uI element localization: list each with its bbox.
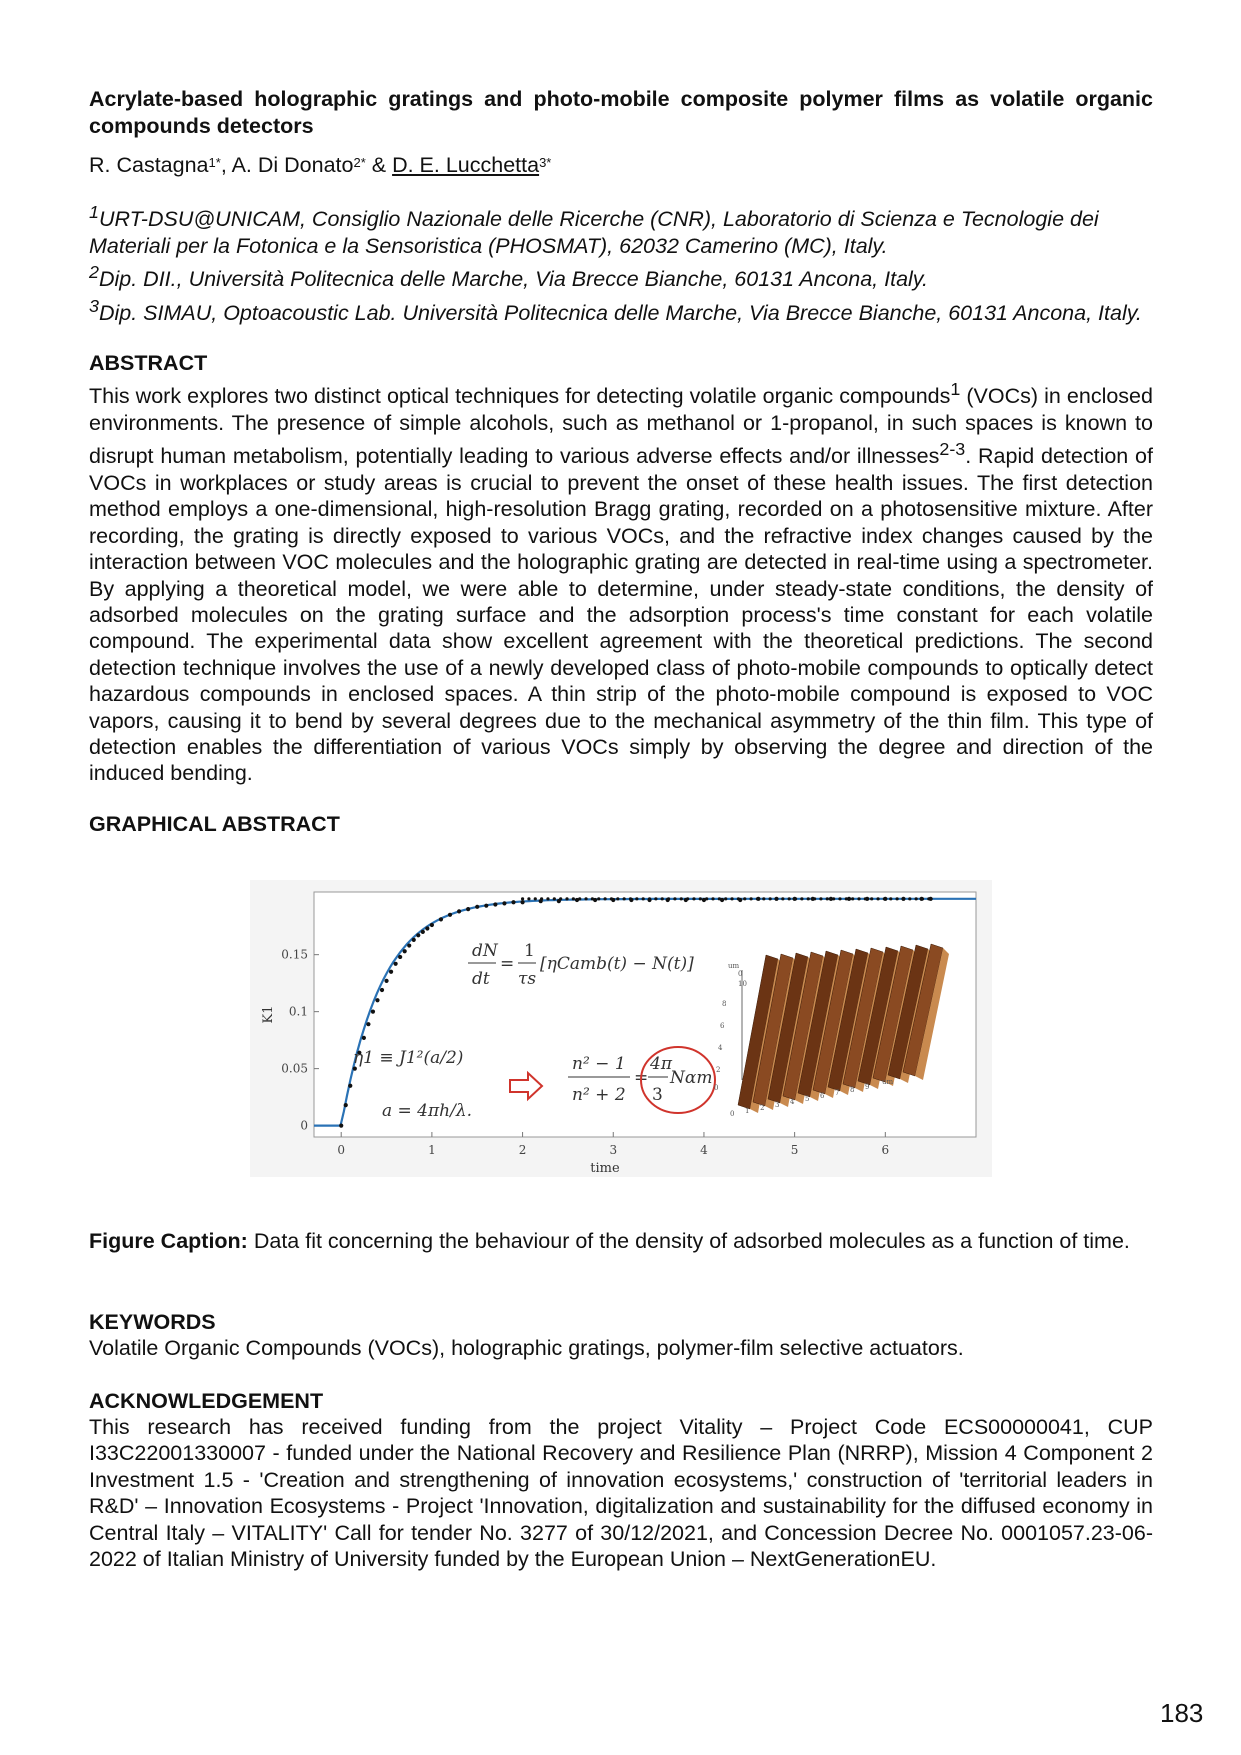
data-point [348, 1084, 352, 1088]
data-point [667, 897, 670, 900]
data-point [610, 897, 613, 900]
eq1-den: τs [518, 969, 537, 989]
eq4-equals: = [634, 1068, 649, 1088]
inset-x-tick: 0 [730, 1110, 735, 1118]
inset-x-tick: 2 [760, 1104, 765, 1112]
data-point [375, 998, 379, 1002]
affiliation-text: Dip. SIMAU, Optoacoustic Lab. Università Politecnica delle Marche, Via Brecce Bianche, 60131 Ancona, Italy. [98, 300, 1142, 325]
data-point [908, 897, 911, 900]
data-point [448, 913, 452, 917]
abstract-part: . Rapid detection of VOCs in workplaces or study areas is crucial to prevent the onset of these health issues. The first detection method employs a one-dimensional, high-resolution Bragg grating, recorded on a photosensitive mixture. After recording, the grating is directly exposed to various VOCs, and the refractive index changes caused by the interaction between VOC molecules and the holographic grating are detected in real-time using a spectrometer. By applying a theoretical model, we were able to determine, under steady-state conditions, the density of adsorbed molecules on the grating surface and the adsorption process's time constant for each volatile compound. The experimental data show excellent agreement with the theoretical predictions. The second detection technique involves the use of a newly developed class of photo-mobile compounds to optically detect hazardous compounds in enclosed spaces. A thin strip of the photo-mobile compound is exposed to VOC vapors, causing it to bend by several degrees due to the mechanical asymmetry of the thin film. This type of detection enables the differentiation of various VOCs simply by observing the degree and direction of the induced bending. [89, 444, 1153, 786]
y-tick-label: 0.1 [288, 1004, 308, 1019]
x-tick-label: 6 [881, 1143, 890, 1157]
graphical-abstract-heading: GRAPHICAL ABSTRACT [89, 811, 340, 836]
author-name: A. Di Donato [231, 153, 354, 177]
eq1-lhs-den: dt [472, 969, 490, 989]
data-point [412, 938, 416, 942]
data-point [927, 897, 930, 900]
data-point [851, 897, 854, 900]
data-point [788, 897, 791, 900]
data-point [648, 897, 651, 900]
data-point [597, 897, 600, 900]
data-point [521, 897, 524, 900]
inset-x-tick: 7 [835, 1089, 840, 1097]
x-axis-label: time [590, 1161, 620, 1176]
data-point [439, 917, 443, 921]
data-point [692, 897, 695, 900]
data-point [883, 897, 886, 900]
affiliations [89, 199, 1153, 326]
data-point [807, 897, 810, 900]
eq1-rhs: [ηCamb(t) − N(t)] [540, 954, 694, 974]
equation-3: a = 4πh/λ. [382, 1101, 473, 1121]
data-point [344, 1103, 348, 1107]
inset-z-tick: 0 [714, 1084, 719, 1092]
data-point [769, 897, 772, 900]
data-point [800, 897, 803, 900]
data-point [339, 1124, 343, 1128]
data-point [398, 955, 402, 959]
data-point [425, 926, 429, 930]
data-point [921, 897, 924, 900]
inset-z-tick: 6 [720, 1022, 725, 1030]
data-point [781, 897, 784, 900]
data-point [775, 897, 778, 900]
author-separator: , [220, 153, 232, 177]
inset-x-tick: 4 [790, 1098, 795, 1106]
data-point [591, 897, 594, 900]
data-point [546, 897, 549, 900]
inset-z-tick: 0 [738, 970, 743, 978]
data-point [502, 901, 506, 905]
data-point [380, 988, 384, 992]
data-point [673, 897, 676, 900]
data-point [718, 897, 721, 900]
figure-caption-label: Figure Caption: [89, 1229, 248, 1253]
paper-title: Acrylate-based holographic gratings and photo-mobile composite polymer films as volatile organic compounds detectors [89, 87, 1153, 138]
keywords-section [89, 1309, 1153, 1361]
data-point [826, 897, 829, 900]
eq4-rhs: Nαm [670, 1068, 713, 1088]
data-point [520, 900, 524, 904]
x-tick-label: 5 [790, 1143, 799, 1157]
data-point [394, 962, 398, 966]
figure-caption [89, 1228, 1153, 1254]
page-number: 183 [1160, 1698, 1204, 1728]
eq4-num: n² − 1 [572, 1054, 626, 1074]
affiliation-text: Dip. DII., Università Politecnica delle Marche, Via Brecce Bianche, 60131 Ancona, Italy. [98, 267, 928, 292]
inset-x-unit: um [882, 1078, 894, 1086]
data-point [680, 897, 683, 900]
data-point [794, 897, 797, 900]
inset-z-tick: 2 [716, 1066, 721, 1074]
data-point [876, 897, 879, 900]
author-sup: 2* [353, 155, 366, 170]
data-point [902, 897, 905, 900]
acknowledgement-section [89, 1388, 1153, 1572]
data-point [527, 897, 530, 900]
data-point [743, 897, 746, 900]
eq1-equals: = [500, 954, 515, 974]
data-point [407, 943, 411, 947]
data-point [699, 897, 702, 900]
data-point [629, 897, 632, 900]
data-point [603, 897, 606, 900]
inset-x-tick: 1 [745, 1107, 750, 1115]
affiliation-2 [89, 259, 1153, 293]
author-sup: 3* [539, 155, 552, 170]
data-point [889, 897, 892, 900]
data-point [534, 897, 537, 900]
inset-z-unit: um [728, 962, 740, 970]
author-name: R. Castagna [89, 153, 209, 177]
data-point [864, 897, 867, 900]
chart-svg [250, 880, 992, 1177]
y-tick-label: 0 [300, 1118, 308, 1133]
data-point [661, 897, 664, 900]
data-point [737, 897, 740, 900]
data-point [896, 897, 899, 900]
data-point [832, 897, 835, 900]
eq4-den: n² + 2 [572, 1085, 626, 1105]
data-point [730, 897, 733, 900]
data-point [553, 897, 556, 900]
affiliation-text: URT-DSU@UNICAM, Consiglio Nazionale delle Ricerche (CNR), Laboratorio di Scienza e Tecnologie dei Materiali per la Fotonica e la Sensoristica (PHOSMAT), 62032 Camerino (MC), Italy. [89, 207, 1099, 258]
y-axis-label: K1 [261, 1005, 276, 1024]
data-point [362, 1036, 366, 1040]
data-point [403, 949, 407, 953]
data-point [915, 897, 918, 900]
data-point [475, 905, 479, 909]
data-point [845, 897, 848, 900]
data-point [870, 897, 873, 900]
equation-2: η1 ≡ J1²(a/2) [353, 1048, 464, 1068]
data-point [838, 897, 841, 900]
data-point [635, 897, 638, 900]
abstract-text [89, 376, 1153, 786]
data-point [686, 897, 689, 900]
inset-x-tick: 5 [805, 1095, 810, 1103]
acknowledgement-heading: ACKNOWLEDGEMENT [89, 1389, 324, 1413]
data-point [857, 897, 860, 900]
citation-sup: 2-3 [939, 439, 966, 460]
inset-x-tick: 9 [865, 1083, 870, 1091]
data-point [466, 907, 470, 911]
data-point [511, 900, 515, 904]
data-point [366, 1022, 370, 1026]
keywords-text: Volatile Organic Compounds (VOCs), holographic gratings, polymer-film selective actuators. [89, 1336, 964, 1360]
data-point [584, 897, 587, 900]
inset-z-tick: 4 [718, 1044, 723, 1052]
data-point [371, 1010, 375, 1014]
affiliation-1 [89, 199, 1153, 259]
x-tick-label: 2 [518, 1143, 527, 1157]
data-point [484, 904, 488, 908]
eq4-circ-num: 4π [650, 1054, 672, 1074]
abstract-section [89, 350, 1153, 786]
figure-caption-body: Data fit concerning the behaviour of the density of adsorbed molecules as a function of time. [247, 1229, 1130, 1253]
abstract-heading: ABSTRACT [89, 351, 208, 376]
abstract-part: (VOCs) in enclosed environments. The presence of simple alcohols, such as methanol or 1-propanol, in such spaces is known to disrupt human metabolism, potentially leading to various adverse effects and/or illnesses [89, 384, 1153, 469]
data-point [756, 897, 759, 900]
data-point [819, 897, 822, 900]
data-point [493, 902, 497, 906]
data-point [389, 970, 393, 974]
data-point [616, 897, 619, 900]
abstract-part: This work explores two distinct optical techniques for detecting volatile organic compounds [89, 384, 951, 409]
eq4-circ-den: 3 [652, 1085, 663, 1105]
data-point [416, 933, 420, 937]
data-point [813, 897, 816, 900]
inset-x-tick: 6 [820, 1092, 825, 1100]
citation-sup: 1 [950, 379, 961, 400]
affiliation-3 [89, 293, 1153, 327]
inset-x-tick: 3 [775, 1101, 780, 1109]
eq1-lhs-num: dN [472, 941, 498, 961]
data-point [565, 897, 568, 900]
data-point [711, 897, 714, 900]
x-tick-label: 4 [700, 1143, 708, 1157]
graphical-abstract-section [89, 811, 1153, 837]
data-point [762, 897, 765, 900]
y-tick-label: 0.15 [281, 947, 308, 962]
page-header [89, 86, 1153, 837]
figure-caption-text [89, 1228, 1153, 1254]
x-tick-label: 1 [428, 1143, 436, 1157]
inset-x-tick: 8 [850, 1086, 855, 1094]
keywords-heading: KEYWORDS [89, 1310, 216, 1334]
data-point [578, 897, 581, 900]
x-tick-label: 3 [609, 1143, 618, 1157]
author-name-link[interactable]: D. E. Lucchetta [392, 153, 540, 177]
data-point [384, 979, 388, 983]
affiliation-sup: 2 [89, 262, 99, 283]
data-point [750, 897, 753, 900]
data-point [421, 930, 425, 934]
eq1-num: 1 [524, 941, 535, 961]
data-point [623, 897, 626, 900]
affiliation-sup: 1 [89, 202, 99, 222]
affiliation-sup: 3 [89, 295, 99, 316]
data-point [540, 897, 543, 900]
x-tick-label: 0 [337, 1143, 346, 1157]
data-point [457, 909, 461, 913]
acknowledgement-text: This research has received funding from the project Vitality – Project Code ECS00000041, CUP I33C22001330007 - funded under the National Recovery and Resilience Plan (NRRP), Mission 4 Component 2 Investment 1.5 - 'Creation and strengthening of innovation ecosystems,' construction of 'territorial leaders in R&D' – Innovation Ecosystems - Project 'Innovation, digitalization and sustainability for the diffused economy in Central Italy – VITALITY' Call for tender No. 3277 of 30/12/2021, and Concession Decree No. 0001057.23-06-2022 of Italian Ministry of University funded by the European Union – NextGenerationEU. [89, 1415, 1153, 1572]
author-sup: 1* [208, 155, 221, 170]
inset-z-tick: 10 [738, 980, 747, 988]
inset-z-tick: 8 [722, 1000, 727, 1008]
data-point [654, 897, 657, 900]
author-list [89, 152, 1153, 179]
data-point [559, 897, 562, 900]
data-point [724, 897, 727, 900]
y-tick-label: 0.05 [281, 1061, 308, 1076]
author-separator: & [365, 153, 393, 177]
data-point [642, 897, 645, 900]
data-point [705, 897, 708, 900]
data-point [430, 923, 434, 927]
data-point [572, 897, 575, 900]
graphical-abstract-figure [250, 880, 992, 1177]
